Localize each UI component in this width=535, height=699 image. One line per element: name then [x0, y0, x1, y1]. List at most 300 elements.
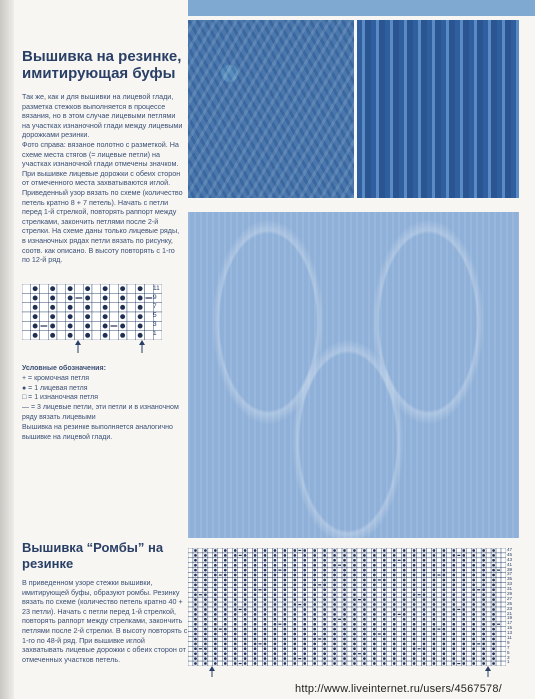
knit-stitch-mark — [492, 588, 495, 591]
chart-cell — [22, 293, 31, 302]
knit-stitch-mark — [323, 603, 326, 606]
chart-cell — [307, 627, 312, 632]
chart-cell — [297, 568, 302, 573]
chart-cell — [486, 602, 491, 607]
knit-stitch-mark — [373, 647, 376, 650]
row-number: 3 — [153, 321, 157, 328]
chart-cell — [427, 597, 432, 602]
knit-stitch-mark — [85, 314, 90, 319]
chart-cell — [466, 617, 471, 622]
knit-stitch-mark — [234, 642, 237, 645]
chart-cell — [397, 578, 402, 583]
knit-stitch-mark — [333, 579, 336, 582]
knit-stitch-mark — [363, 613, 366, 616]
knit-stitch-mark — [204, 638, 207, 641]
row-number: 1 — [153, 330, 157, 337]
knit-stitch-mark — [274, 618, 277, 621]
knit-stitch-mark — [284, 662, 287, 665]
knit-stitch-mark — [214, 593, 217, 596]
chart-cell — [347, 587, 352, 592]
knit-stitch-mark — [482, 652, 485, 655]
knit-stitch-mark — [274, 579, 277, 582]
knit-stitch-mark — [254, 638, 257, 641]
knit-stitch-mark — [234, 579, 237, 582]
chart-cell — [248, 612, 253, 617]
knit-stitch-mark — [433, 579, 436, 582]
knit-stitch-mark — [353, 588, 356, 591]
chart-cell — [57, 331, 66, 340]
chart-cell — [337, 578, 342, 583]
knit-stitch-mark — [423, 662, 426, 665]
knit-stitch-mark — [194, 554, 197, 557]
knit-stitch-mark — [383, 549, 386, 552]
chart-cell — [456, 646, 461, 651]
knit-stitch-mark — [254, 598, 257, 601]
knitting-chart-1 — [22, 284, 162, 340]
knit-stitch-mark — [433, 554, 436, 557]
chart-cell — [407, 573, 412, 578]
chart-cell — [417, 656, 422, 661]
knit-stitch-mark — [343, 603, 346, 606]
knit-stitch-mark — [204, 642, 207, 645]
knit-stitch-mark — [423, 613, 426, 616]
chart-cell — [436, 558, 441, 563]
chart-cell — [501, 563, 506, 568]
chart-cell — [436, 578, 441, 583]
knit-stitch-mark — [254, 628, 257, 631]
knit-stitch-mark — [472, 623, 475, 626]
knit-stitch-mark — [234, 657, 237, 660]
chart-cell — [501, 641, 506, 646]
chart-cell — [327, 548, 332, 553]
knit-stitch-mark — [303, 618, 306, 621]
chart-cell — [407, 617, 412, 622]
knit-stitch-mark — [264, 559, 267, 562]
knit-stitch-mark — [433, 574, 436, 577]
chart-cell — [287, 568, 292, 573]
chart-cell — [476, 637, 481, 642]
row-number: 35 — [507, 576, 513, 582]
chart-cell — [110, 312, 119, 321]
chart-cell — [496, 617, 501, 622]
knit-stitch-mark — [423, 623, 426, 626]
chart-cell — [501, 553, 506, 558]
knit-stitch-mark — [413, 588, 416, 591]
knit-stitch-mark — [120, 305, 125, 310]
chart-cell — [357, 553, 362, 558]
knit-stitch-mark — [462, 593, 465, 596]
chart-cell — [317, 587, 322, 592]
knit-stitch-mark — [413, 549, 416, 552]
chart-cell — [357, 563, 362, 568]
knit-stitch-mark — [393, 657, 396, 660]
knit-stitch-mark — [452, 652, 455, 655]
chart-cell — [188, 641, 193, 646]
knit-stitch-mark — [413, 579, 416, 582]
knit-stitch-mark — [234, 647, 237, 650]
chart-cell — [417, 627, 422, 632]
knit-stitch-mark — [443, 588, 446, 591]
chart-cell — [446, 587, 451, 592]
knit-stitch-mark — [194, 598, 197, 601]
knit-stitch-mark — [353, 603, 356, 606]
knitting-chart-2 — [188, 548, 506, 666]
chart-cell — [248, 622, 253, 627]
knit-stitch-mark — [274, 633, 277, 636]
chart-cell — [387, 553, 392, 558]
chart-cell — [347, 641, 352, 646]
chart-cell — [377, 612, 382, 617]
knit-stitch-mark — [492, 633, 495, 636]
knit-stitch-mark — [33, 286, 38, 291]
chart-cell — [248, 587, 253, 592]
chart-cell — [198, 548, 203, 553]
knit-stitch-mark — [423, 647, 426, 650]
knit-stitch-mark — [333, 588, 336, 591]
knit-stitch-mark — [214, 638, 217, 641]
chart-cell — [377, 558, 382, 563]
knit-stitch-mark — [403, 613, 406, 616]
knit-stitch-mark — [393, 652, 396, 655]
knit-stitch-mark — [433, 603, 436, 606]
chart-cell — [297, 627, 302, 632]
knit-stitch-mark — [194, 569, 197, 572]
knit-stitch-mark — [383, 638, 386, 641]
knit-stitch-mark — [443, 642, 446, 645]
chart-cell — [198, 641, 203, 646]
knit-stitch-mark — [284, 598, 287, 601]
knit-stitch-mark — [313, 569, 316, 572]
knit-stitch-mark — [433, 642, 436, 645]
knit-stitch-mark — [363, 633, 366, 636]
knit-stitch-mark — [284, 549, 287, 552]
chart-cell — [317, 602, 322, 607]
chart-cell — [92, 284, 101, 293]
knit-stitch-mark — [244, 598, 247, 601]
knit-stitch-mark — [284, 603, 287, 606]
chart-cell — [501, 602, 506, 607]
chart-cell — [367, 553, 372, 558]
chart-cell — [436, 632, 441, 637]
knit-stitch-mark — [244, 569, 247, 572]
chart-cell — [387, 632, 392, 637]
knit-stitch-mark — [224, 559, 227, 562]
knit-stitch-mark — [264, 608, 267, 611]
chart-cell — [501, 573, 506, 578]
legend-item: Вышивка на резинке выполняется аналогично вышивке на лицевой глади. — [22, 423, 173, 441]
knit-stitch-mark — [383, 574, 386, 577]
chart-cell — [258, 592, 263, 597]
knit-stitch-mark — [333, 559, 336, 562]
knit-stitch-mark — [413, 603, 416, 606]
knit-swatch-photo-rib — [357, 20, 519, 198]
knit-stitch-mark — [482, 638, 485, 641]
knit-stitch-mark — [492, 657, 495, 660]
knit-stitch-mark — [274, 638, 277, 641]
chart-cell — [337, 558, 342, 563]
knit-stitch-mark — [393, 583, 396, 586]
chart-cell — [92, 321, 101, 330]
chart-cell — [248, 637, 253, 642]
knit-stitch-mark — [284, 554, 287, 557]
chart-cell — [317, 651, 322, 656]
chart-cell — [277, 627, 282, 632]
chart-cell — [387, 637, 392, 642]
chart-cell — [218, 641, 223, 646]
chart-cell — [456, 597, 461, 602]
knit-stitch-mark — [138, 324, 143, 329]
knit-stitch-mark — [254, 633, 257, 636]
knit-stitch-mark — [482, 662, 485, 665]
chart-cell — [347, 632, 352, 637]
knit-stitch-mark — [393, 647, 396, 650]
section2-body — [22, 578, 188, 664]
knit-stitch-mark — [423, 657, 426, 660]
knit-stitch-mark — [224, 598, 227, 601]
chart-cell — [377, 548, 382, 553]
chart-cell — [357, 617, 362, 622]
chart-cell — [127, 331, 136, 340]
chart-cell — [397, 641, 402, 646]
chart-cell — [417, 578, 422, 583]
chart-cell — [258, 548, 263, 553]
knit-stitch-mark — [433, 618, 436, 621]
knit-stitch-mark — [85, 305, 90, 310]
chart-cell — [347, 612, 352, 617]
chart-cell — [317, 632, 322, 637]
chart-cell — [367, 592, 372, 597]
chart-cell — [397, 617, 402, 622]
knit-stitch-mark — [303, 554, 306, 557]
chart-cell — [268, 568, 273, 573]
chart-cell — [317, 617, 322, 622]
chart-cell — [238, 646, 243, 651]
chart-cell — [446, 602, 451, 607]
chart-cell — [75, 284, 84, 293]
knit-stitch-mark — [214, 579, 217, 582]
chart-cell — [307, 632, 312, 637]
knit-stitch-mark — [343, 559, 346, 562]
knit-stitch-mark — [433, 559, 436, 562]
knit-stitch-mark — [492, 574, 495, 577]
chart-cell — [501, 622, 506, 627]
knit-stitch-mark — [244, 588, 247, 591]
legend — [22, 364, 187, 442]
chart-cell — [476, 592, 481, 597]
chart-cell — [317, 627, 322, 632]
knit-stitch-mark — [284, 628, 287, 631]
knit-stitch-mark — [403, 569, 406, 572]
knit-stitch-mark — [353, 564, 356, 567]
knit-stitch-mark — [234, 549, 237, 552]
knit-stitch-mark — [224, 638, 227, 641]
knit-stitch-mark — [284, 608, 287, 611]
knit-stitch-mark — [363, 618, 366, 621]
knit-stitch-mark — [452, 662, 455, 665]
chart-cell — [208, 607, 213, 612]
knit-stitch-mark — [443, 638, 446, 641]
knit-stitch-mark — [313, 633, 316, 636]
knit-stitch-mark — [68, 333, 73, 338]
chart-cell — [110, 293, 119, 302]
chart-cell — [208, 553, 213, 558]
knit-stitch-mark — [373, 638, 376, 641]
chart-cell — [208, 563, 213, 568]
chart-cell — [476, 627, 481, 632]
chart-cell — [57, 303, 66, 312]
knit-stitch-mark — [204, 657, 207, 660]
chart-cell — [297, 641, 302, 646]
knit-stitch-mark — [403, 598, 406, 601]
knit-stitch-mark — [333, 593, 336, 596]
knit-stitch-mark — [293, 652, 296, 655]
knit-stitch-mark — [462, 574, 465, 577]
chart-cell — [501, 582, 506, 587]
knit-stitch-mark — [323, 633, 326, 636]
knit-stitch-mark — [264, 598, 267, 601]
knit-stitch-mark — [353, 569, 356, 572]
knit-stitch-mark — [482, 583, 485, 586]
knit-stitch-mark — [413, 657, 416, 660]
chart-cell — [367, 627, 372, 632]
knit-stitch-mark — [244, 652, 247, 655]
knit-stitch-mark — [50, 333, 55, 338]
chart-cell — [327, 558, 332, 563]
chart-cell — [436, 607, 441, 612]
chart-cell — [327, 622, 332, 627]
chart-cell — [57, 312, 66, 321]
chart-cell — [446, 641, 451, 646]
knit-stitch-mark — [85, 333, 90, 338]
chart-cell — [40, 312, 49, 321]
chart-cell — [387, 656, 392, 661]
knit-stitch-mark — [363, 657, 366, 660]
chart-cell — [228, 558, 233, 563]
chart-cell — [258, 612, 263, 617]
knit-stitch-mark — [214, 623, 217, 626]
chart-cell — [238, 578, 243, 583]
chart-cell — [501, 592, 506, 597]
chart-cell — [466, 602, 471, 607]
chart-cell — [427, 632, 432, 637]
chart-cell — [258, 578, 263, 583]
knit-stitch-mark — [433, 608, 436, 611]
chart-cell — [397, 607, 402, 612]
knit-stitch-mark — [204, 593, 207, 596]
chart-cell — [248, 578, 253, 583]
knit-stitch-mark — [363, 583, 366, 586]
knit-stitch-mark — [373, 603, 376, 606]
knit-stitch-mark — [393, 613, 396, 616]
chart-cell — [228, 597, 233, 602]
knit-stitch-mark — [264, 633, 267, 636]
knit-stitch-mark — [452, 628, 455, 631]
knit-stitch-mark — [194, 549, 197, 552]
knit-stitch-mark — [254, 588, 257, 591]
knit-stitch-mark — [264, 638, 267, 641]
knit-stitch-mark — [343, 618, 346, 621]
knit-stitch-mark — [284, 574, 287, 577]
chart-cell — [307, 568, 312, 573]
chart-cell — [337, 656, 342, 661]
knit-stitch-mark — [383, 598, 386, 601]
chart-cell — [496, 637, 501, 642]
knit-stitch-mark — [443, 554, 446, 557]
chart-cell — [248, 641, 253, 646]
chart-cell — [456, 587, 461, 592]
knit-stitch-mark — [443, 564, 446, 567]
chart-cell — [427, 617, 432, 622]
chart-cell — [466, 578, 471, 583]
knit-stitch-mark — [353, 559, 356, 562]
chart-cell — [127, 293, 136, 302]
knit-stitch-mark — [343, 608, 346, 611]
knit-stitch-mark — [472, 564, 475, 567]
chart-cell — [397, 656, 402, 661]
chart-cell — [417, 597, 422, 602]
knit-stitch-mark — [264, 549, 267, 552]
knit-stitch-mark — [204, 588, 207, 591]
knit-stitch-mark — [452, 642, 455, 645]
knit-stitch-mark — [413, 613, 416, 616]
chart-cell — [347, 592, 352, 597]
chart-cell — [446, 592, 451, 597]
chart-cell — [347, 617, 352, 622]
chart-cell — [287, 651, 292, 656]
knit-stitch-mark — [403, 623, 406, 626]
chart-cell — [446, 656, 451, 661]
knit-stitch-mark — [403, 559, 406, 562]
knit-stitch-mark — [274, 574, 277, 577]
knit-stitch-mark — [284, 623, 287, 626]
chart-cell — [407, 607, 412, 612]
knit-stitch-mark — [433, 598, 436, 601]
knit-stitch-mark — [403, 628, 406, 631]
knit-stitch-mark — [363, 608, 366, 611]
knit-swatch-photo-marked — [188, 20, 354, 198]
knit-stitch-mark — [343, 564, 346, 567]
knit-stitch-mark — [443, 598, 446, 601]
knit-stitch-mark — [373, 657, 376, 660]
chart-cell — [456, 568, 461, 573]
knit-stitch-mark — [383, 559, 386, 562]
knit-stitch-mark — [353, 633, 356, 636]
chart-cell — [287, 617, 292, 622]
knit-stitch-mark — [423, 579, 426, 582]
chart-cell — [456, 622, 461, 627]
knit-stitch-mark — [303, 613, 306, 616]
chart-cell — [347, 563, 352, 568]
chart-cell — [337, 553, 342, 558]
chart-cell — [347, 573, 352, 578]
chart-cell — [337, 587, 342, 592]
chart-cell — [486, 568, 491, 573]
chart-cell — [486, 651, 491, 656]
chart-cell — [238, 632, 243, 637]
knit-stitch-mark — [492, 593, 495, 596]
chart-cell — [466, 641, 471, 646]
section1-title-line1: Вышивка на резинке, — [22, 48, 182, 65]
knit-stitch-mark — [293, 554, 296, 557]
chart-cell — [446, 651, 451, 656]
knit-stitch-mark — [492, 662, 495, 665]
chart-cell — [347, 646, 352, 651]
chart-cell — [258, 656, 263, 661]
chart-cell — [476, 602, 481, 607]
knit-stitch-mark — [452, 613, 455, 616]
knit-stitch-mark — [244, 662, 247, 665]
knit-stitch-mark — [274, 554, 277, 557]
